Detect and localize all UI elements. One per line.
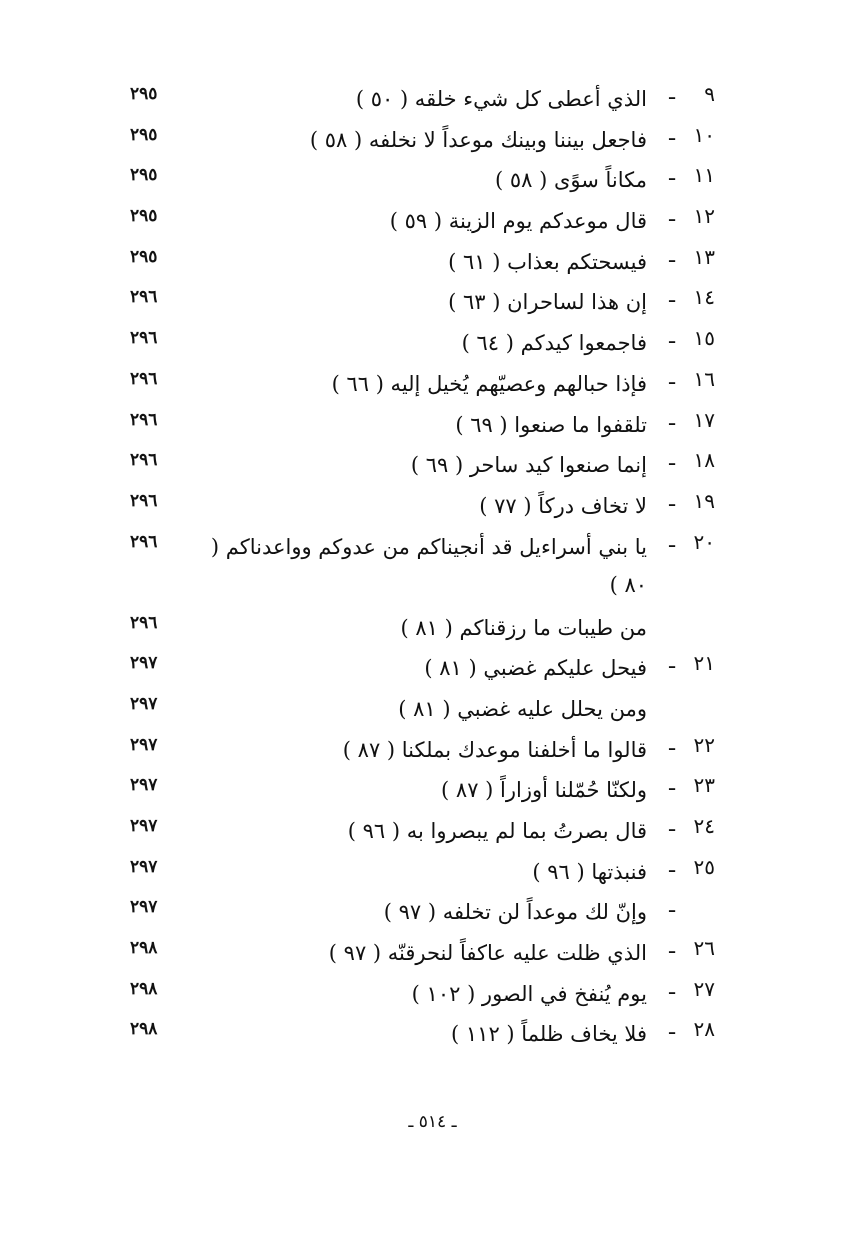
index-entry-row [0, 767, 865, 808]
entry-dash: ـ [669, 161, 675, 186]
entry-dash: ـ [669, 242, 675, 267]
entry-page-reference: ٢٩٦ [130, 368, 158, 389]
index-entry-row [0, 1011, 865, 1052]
entry-text: إنما صنعوا كيد ساحر ( ٦٩ ) [410, 453, 647, 478]
entry-dash: ـ [669, 283, 675, 308]
entry-page-reference: ٢٩٥ [130, 246, 158, 267]
entry-text: لا تخاف دركاً ( ٧٧ ) [479, 493, 647, 518]
entry-number: ١٦ [693, 366, 715, 391]
index-entry-row [0, 727, 865, 768]
index-entry-row [0, 849, 865, 890]
entry-text: ومن يحلل عليه غضبي ( ٨١ ) [398, 696, 647, 721]
index-entry-row [0, 442, 865, 483]
entry-text: فاجمعوا كيدكم ( ٦٤ ) [461, 331, 647, 356]
entry-number: ٢٦ [693, 936, 715, 961]
entry-text: ولكنّا حُمّلنا أوزاراً ( ٨٧ ) [441, 778, 647, 803]
entry-page-reference: ٢٩٧ [130, 897, 158, 918]
entry-dash: ـ [669, 202, 675, 227]
entry-dash: ـ [669, 80, 675, 104]
entry-number: ١٣ [693, 244, 715, 269]
entry-number: ٢٨ [693, 1017, 715, 1042]
entry-text: الذي أعطى كل شيء خلقه ( ٥٠ ) [355, 87, 647, 111]
entry-text: فنبذتها ( ٩٦ ) [532, 859, 647, 884]
entry-number: ٢١ [693, 651, 715, 676]
entry-text: فيحل عليكم غضبي ( ٨١ ) [424, 656, 647, 681]
entry-page-reference: ٢٩٧ [130, 653, 158, 674]
entry-text: وإنّ لك موعداً لن تخلفه ( ٩٧ ) [383, 900, 647, 925]
entry-page-reference: ٢٩٧ [130, 856, 158, 877]
entry-dash: ـ [669, 446, 675, 471]
entry-page-reference: ٢٩٦ [130, 450, 158, 471]
index-entry-row [0, 889, 865, 930]
entry-dash: ـ [669, 771, 675, 796]
entry-dash: ـ [669, 730, 675, 755]
entry-text: من طيبات ما رزقناكم ( ٨١ ) [400, 615, 647, 640]
entry-page-reference: ٢٩٥ [130, 206, 158, 227]
entry-dash: ـ [669, 120, 675, 145]
entry-dash: ـ [669, 324, 675, 349]
entry-text: قال بصرتُ بما لم يبصروا به ( ٩٦ ) [347, 819, 647, 843]
page-number: ـ ٥١٤ ـ [408, 1112, 457, 1132]
index-entry-row [0, 808, 865, 849]
entry-number: ١٤ [693, 285, 715, 310]
entry-number: ١٥ [693, 326, 715, 351]
entry-text: إن هذا لساحران ( ٦٣ ) [448, 290, 647, 315]
entry-page-reference: ٢٩٧ [130, 734, 158, 755]
entry-text: الذي ظلت عليه عاكفاً لنحرقنّه ( ٩٧ ) [328, 941, 647, 966]
entry-page-reference: ٢٩٦ [130, 409, 158, 430]
entry-page-reference: ٢٩٦ [130, 287, 158, 308]
entry-number: ١٩ [693, 488, 715, 513]
index-entry-row [0, 930, 865, 971]
entry-page-reference: ٢٩٦ [130, 612, 158, 633]
entry-dash: ـ [669, 1015, 675, 1040]
entry-text: مكاناً سوًى ( ٥٨ ) [494, 168, 647, 193]
index-entry-row [0, 971, 865, 1012]
entry-dash: ـ [669, 812, 675, 836]
entry-dash: ـ [669, 405, 675, 430]
entry-dash: ـ [669, 527, 675, 552]
entry-number: ٢٥ [693, 854, 715, 879]
entry-number: ١٧ [693, 407, 715, 432]
entry-dash: ـ [669, 852, 675, 877]
entry-dash: ـ [669, 893, 675, 918]
entry-page-reference: ٢٩٨ [130, 978, 158, 999]
entry-text: فلا يخاف ظلماً ( ١١٢ ) [451, 1022, 647, 1047]
entry-text: قال موعدكم يوم الزينة ( ٥٩ ) [389, 209, 647, 234]
entry-page-reference: ٢٩٨ [130, 1019, 158, 1040]
entry-number: ٢٧ [693, 976, 715, 1001]
entry-page-reference: ٢٩٧ [130, 693, 158, 714]
entry-text: تلقفوا ما صنعوا ( ٦٩ ) [455, 412, 647, 437]
entry-dash: ـ [669, 974, 675, 999]
entry-dash: ـ [669, 486, 675, 511]
index-entry-row [0, 279, 865, 320]
index-entry-row [0, 605, 865, 646]
entry-page-reference: ٢٩٥ [130, 124, 158, 145]
index-entry-row [0, 483, 865, 524]
entry-text: فإذا حبالهم وعصيّهم يُخيل إليه ( ٦٦ ) [331, 371, 647, 396]
entry-number: ٢٤ [693, 814, 715, 838]
index-entry-row [0, 320, 865, 361]
entry-page-reference: ٢٩٦ [130, 531, 158, 552]
entry-page-reference: ٢٩٧ [130, 775, 158, 796]
entry-page-reference: ٢٩٦ [130, 328, 158, 349]
entry-text: فاجعل بيننا وبينك موعداً لا نخلفه ( ٥٨ ) [309, 127, 647, 152]
entry-text: يوم يُنفخ في الصور ( ١٠٢ ) [411, 981, 647, 1006]
entry-text: يا بني أسراءيل قد أنجيناكم من عدوكم وواعدناكم ( ٨٠ ) [210, 534, 647, 597]
index-entry-row [0, 645, 865, 686]
index-entry-row [0, 117, 865, 158]
entry-number: ١٨ [693, 448, 715, 473]
entry-dash: ـ [669, 364, 675, 389]
index-entry-row [0, 402, 865, 443]
entry-page-reference: ٢٩٥ [130, 84, 158, 104]
entry-page-reference: ٢٩٧ [130, 816, 158, 836]
entry-number: ٢٠ [693, 529, 715, 554]
entry-page-reference: ٢٩٥ [130, 165, 158, 186]
entry-number: ٢٣ [693, 773, 715, 798]
index-entry-row [0, 361, 865, 402]
index-entry-row [0, 157, 865, 198]
entry-dash: ـ [669, 649, 675, 674]
entry-dash: ـ [669, 934, 675, 959]
index-entry-row [0, 524, 865, 605]
entry-text: قالوا ما أخلفنا موعدك بملكنا ( ٨٧ ) [342, 737, 647, 762]
entry-text: فيسحتكم بعذاب ( ٦١ ) [448, 249, 647, 274]
entry-number: ١١ [693, 163, 715, 188]
entry-number: ١٠ [693, 122, 715, 147]
entry-number: ٩ [704, 82, 715, 106]
index-entries [0, 76, 865, 1052]
index-entry-row [0, 198, 865, 239]
entry-page-reference: ٢٩٨ [130, 938, 158, 959]
entry-number: ١٢ [693, 204, 715, 229]
entry-page-reference: ٢٩٦ [130, 490, 158, 511]
index-entry-row [0, 239, 865, 280]
entry-number: ٢٢ [693, 732, 715, 757]
index-entry-row [0, 76, 865, 117]
index-entry-row [0, 686, 865, 727]
